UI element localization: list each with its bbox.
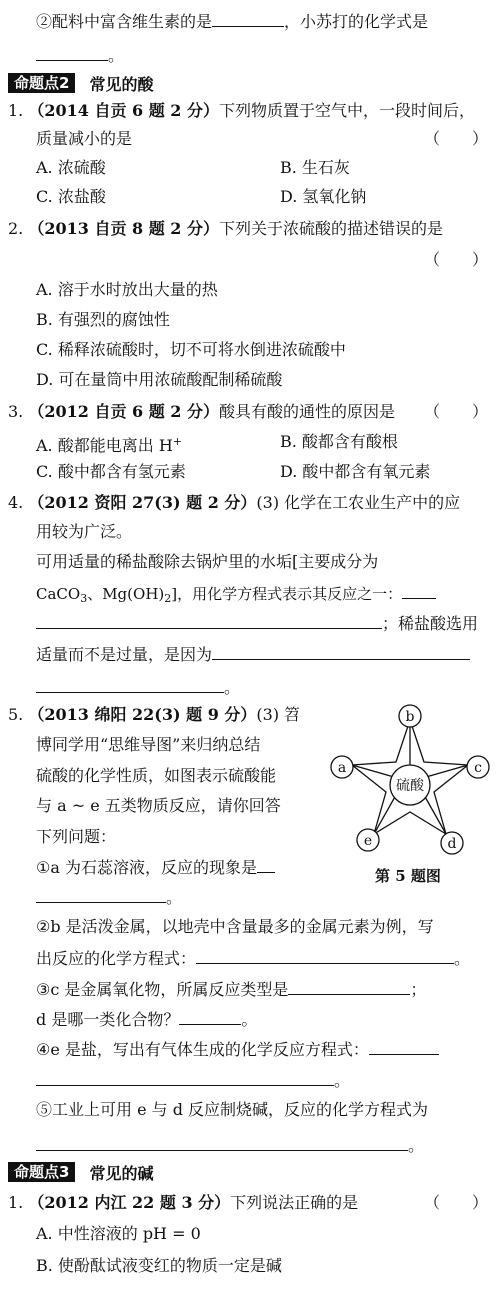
question-4-line-2: 用较为广泛。 (36, 522, 133, 541)
answer-blank[interactable] (36, 612, 382, 629)
question-5-part-5: ⑤工业上可用 e 与 d 反应制烧碱，反应的化学方程式为 (36, 1100, 429, 1119)
node-b-label: b (405, 709, 415, 725)
answer-blank[interactable] (212, 643, 470, 660)
question-source: （2013 自贡 8 题 2 分） (28, 219, 220, 238)
question-1: 1. （2014 自贡 6 题 2 分）下列物质置于空气中，一段时间后， (8, 101, 476, 120)
question-6: 1. （2012 内江 22 题 3 分）下列说法正确的是 (8, 1193, 359, 1212)
question-5-line-2: 博同学用“思维导图”来归纳总结 (36, 735, 261, 754)
question-5-part-1: ①a 为石蕊溶液，反应的现象是 (36, 856, 275, 879)
question-4-line-7: 。 (36, 676, 240, 699)
answer-blank[interactable] (369, 1038, 439, 1055)
question-5-part-4: ④e 是盐，写出有气体生成的化学反应方程式： (36, 1038, 439, 1061)
answer-paren[interactable]: （ ） (424, 1193, 489, 1212)
figure-caption: 第 5 题图 (375, 867, 441, 885)
option-c[interactable]: C. 浓盐酸 (36, 187, 106, 206)
question-5-line-5: 下列问题： (36, 827, 117, 846)
option-c[interactable]: C. 稀释浓硫酸时，切不可将水倒进浓硫酸中 (36, 340, 346, 359)
section-tag: 命题点3 (8, 1162, 75, 1182)
question-2: 2. （2013 自贡 8 题 2 分）下列关于浓硫酸的描述错误的是 (8, 219, 444, 238)
top-text-b: ，小苏打的化学式是 (284, 12, 429, 31)
section-header-3 (8, 1161, 153, 1183)
answer-blank[interactable] (179, 1008, 241, 1025)
answer-paren[interactable]: （ ） (424, 250, 489, 269)
question-source: （2014 自贡 6 题 2 分） (28, 101, 220, 120)
question-5-line-3: 硫酸的化学性质，如图表示硫酸能 (36, 766, 277, 785)
question-5-part-5-cont: 。 (36, 1134, 424, 1157)
question-4: 4. （2012 资阳 27(3) 题 2 分）(3) 化学在工农业生产中的应 (8, 493, 461, 512)
question-5-part-3: ③c 是金属氧化物，所属反应类型是 ； (36, 980, 427, 999)
question-5: 5. （2013 绵阳 22(3) 题 9 分）(3) 笤 (8, 705, 301, 724)
answer-blank[interactable] (36, 1069, 334, 1086)
option-a[interactable]: A. 溶于水时放出大量的热 (36, 280, 218, 299)
option-b[interactable]: B. 酸都含有酸根 (280, 432, 398, 451)
section-title: 常见的酸 (89, 74, 154, 94)
question-5-part-1-cont: 。 (36, 886, 182, 909)
option-d[interactable]: D. 可在量筒中用浓硫酸配制稀硫酸 (36, 370, 283, 389)
question-source: （2013 绵阳 22(3) 题 9 分） (28, 705, 257, 724)
option-a[interactable]: A. 浓硫酸 (36, 158, 106, 177)
answer-blank[interactable] (196, 947, 454, 964)
option-c[interactable]: C. 酸中都含有氢元素 (36, 462, 186, 481)
question-1-line-2: 质量减小的是 (36, 129, 133, 148)
question-5-line-4: 与 a ~ e 五类物质反应，请你回答 (36, 796, 281, 815)
question-source: （2012 资阳 27(3) 题 2 分） (28, 493, 257, 512)
answer-blank[interactable] (36, 886, 166, 903)
question-4-line-4: CaCO$_3$、$Mg(OH)_2$]，用化学方程式表示其反应之一： (36, 582, 436, 610)
answer-blank[interactable] (288, 978, 410, 995)
mind-map-diagram (330, 700, 490, 890)
question-4-line-6: 适量而不是过量，是因为 (36, 643, 470, 666)
answer-blank[interactable] (36, 1134, 408, 1151)
question-source: （2012 内江 22 题 3 分） (28, 1193, 231, 1212)
section-header-2 (8, 72, 153, 94)
answer-blank[interactable] (212, 10, 284, 27)
answer-blank[interactable] (36, 44, 108, 61)
question-source: （2012 自贡 6 题 2 分） (28, 402, 220, 421)
option-a[interactable]: A. 酸都能电离出 H+ (36, 435, 182, 455)
node-d-label: d (447, 836, 457, 852)
answer-blank[interactable] (402, 582, 436, 599)
question-4-line-5: ；稀盐酸选用 (36, 612, 478, 635)
section-title: 常见的碱 (89, 1163, 154, 1183)
top-line-1 (36, 10, 428, 33)
node-e-label: e (363, 833, 373, 849)
question-4-line-3: 可用适量的稀盐酸除去锅炉里的水垢[主要成分为 (36, 552, 379, 571)
option-b[interactable]: B. 有强烈的腐蚀性 (36, 310, 170, 329)
answer-blank[interactable] (257, 856, 275, 873)
section-tag: 命题点2 (8, 73, 75, 93)
option-d[interactable]: D. 酸中都含有氧元素 (280, 462, 431, 481)
answer-paren[interactable]: （ ） (424, 129, 489, 148)
top-line-2: 。 (36, 44, 124, 67)
question-5-part-2: ②b 是活泼金属，以地壳中含量最多的金属元素为例，写 (36, 917, 434, 936)
option-a[interactable]: A. 中性溶液的 pH = 0 (36, 1224, 201, 1243)
question-5-part-4-cont: 。 (36, 1069, 350, 1092)
node-c-label: c (474, 760, 482, 776)
question-5-part-3-cont: d 是哪一类化合物？ 。 (36, 1010, 258, 1029)
answer-paren[interactable]: （ ） (424, 402, 489, 421)
option-b[interactable]: B. 生石灰 (280, 158, 350, 177)
option-b[interactable]: B. 使酚酞试液变红的物质一定是碱 (36, 1256, 282, 1275)
option-d[interactable]: D. 氢氧化钠 (280, 187, 367, 206)
node-a-label: a (337, 760, 347, 776)
question-3: 3. （2012 自贡 6 题 2 分）酸具有酸的通性的原因是 (8, 402, 396, 421)
top-text-a: ②配料中富含维生素的是 (36, 12, 213, 31)
answer-blank[interactable] (36, 676, 224, 693)
center-label: 硫酸 (396, 778, 424, 794)
question-5-part-2-cont: 出反应的化学方程式： 。 (36, 949, 471, 968)
